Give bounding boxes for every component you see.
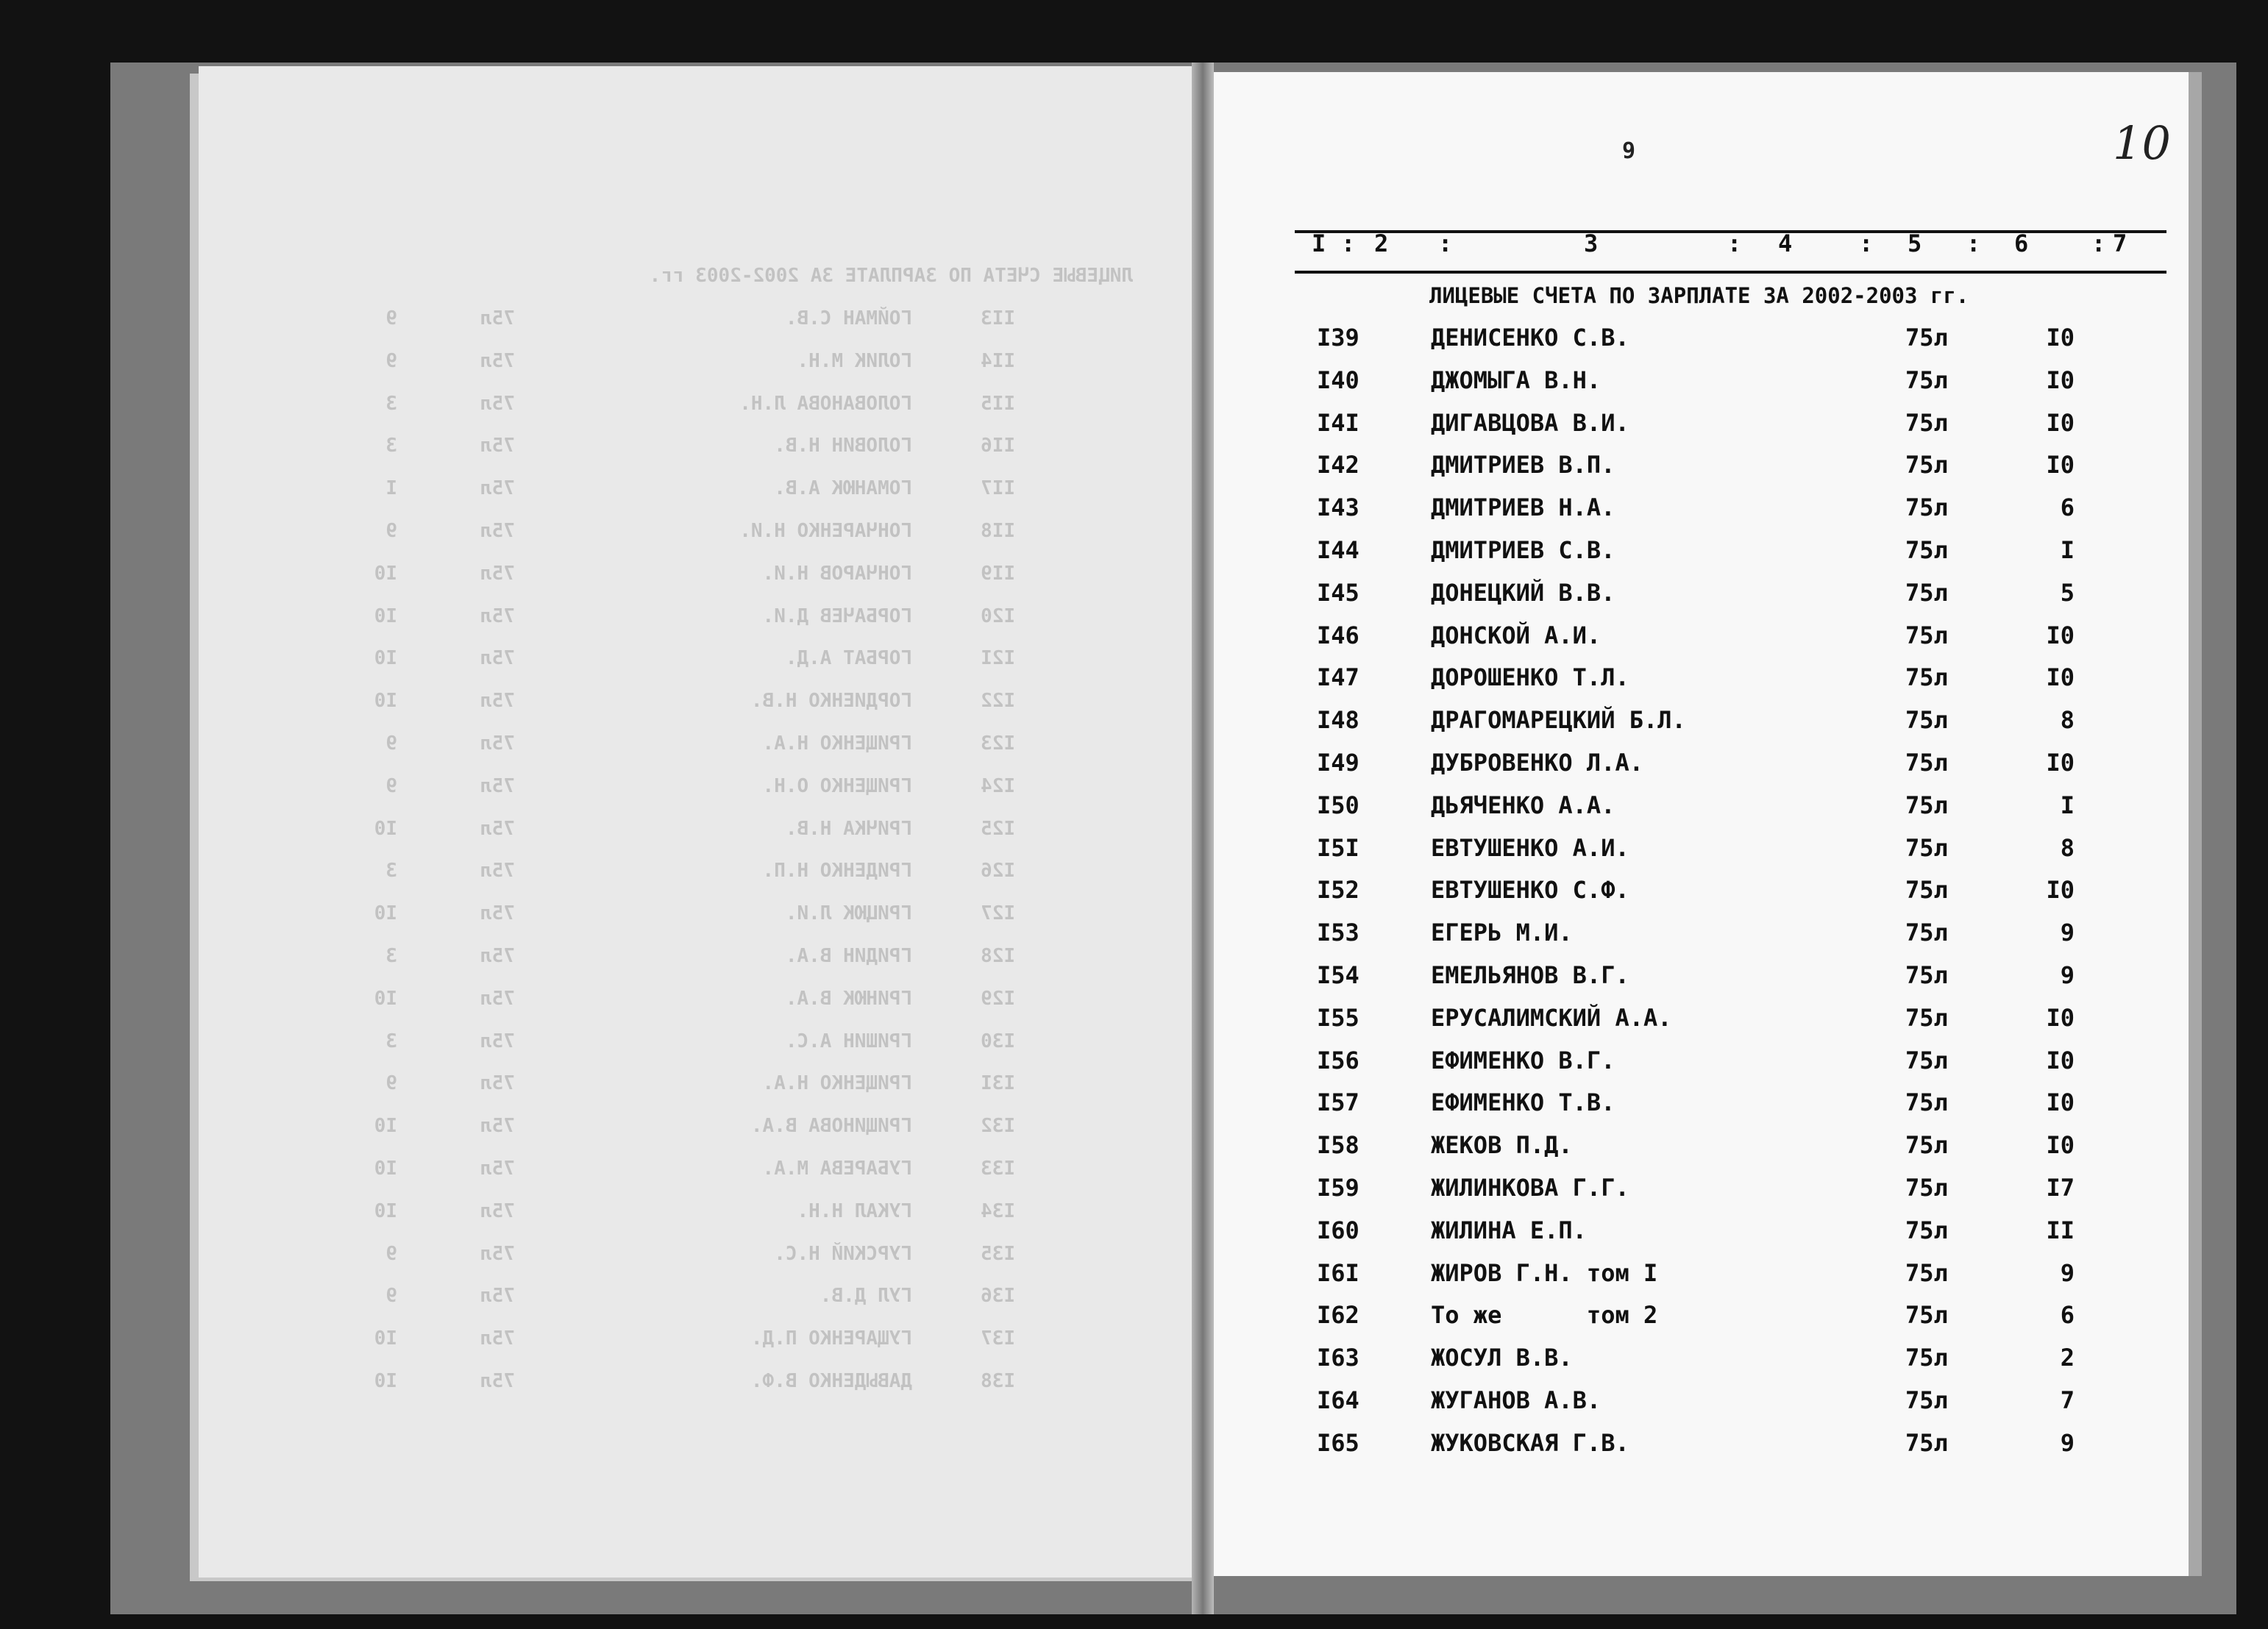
- ghost-cell: I0: [374, 647, 397, 670]
- ghost-cell: 75л: [480, 392, 515, 415]
- ghost-cell: ГОРБАЧЕВ Д.И.: [762, 605, 912, 627]
- table-row: [0, 536, 2268, 573]
- table-row: [0, 1259, 2268, 1296]
- ghost-cell: 75л: [480, 562, 515, 585]
- sheet-count: I0: [2046, 324, 2075, 352]
- row-number: I45: [1317, 578, 1359, 607]
- ghost-cell: 9: [385, 520, 397, 542]
- sheet-count: I0: [2046, 1088, 2075, 1117]
- ghost-cell: I22: [981, 690, 1015, 713]
- ghost-title: ЛИЦЕВЫЕ СЧЕТА ПО ЗАРПЛАТЕ ЗА 2002-2003 гг.: [649, 265, 1133, 287]
- ghost-cell: ГРИЦЮК Л.И.: [785, 902, 912, 925]
- column-header-sep: :: [1859, 229, 1874, 257]
- ghost-cell: I29: [981, 987, 1015, 1010]
- employee-name: То же том 2: [1431, 1301, 1658, 1330]
- column-4-value: 75л: [1905, 536, 1948, 564]
- ghost-cell: ГРИЩЕНКО О.Н.: [762, 774, 912, 797]
- row-number: I64: [1317, 1386, 1359, 1414]
- sheet-count: 9: [2060, 1428, 2075, 1457]
- table-row: [0, 876, 2268, 913]
- sheet-count: 9: [2060, 919, 2075, 947]
- column-4-value: 75л: [1905, 324, 1948, 352]
- row-number: I42: [1317, 451, 1359, 480]
- table-row: [0, 961, 2268, 998]
- row-number: I47: [1317, 663, 1359, 692]
- ghost-cell: I26: [981, 860, 1015, 883]
- table-row: [0, 663, 2268, 700]
- ghost-cell: 9: [385, 349, 397, 372]
- ghost-cell: ГОЛОВИН Н.В.: [774, 435, 912, 457]
- employee-name: ЕФИМЕНКО Т.В.: [1431, 1088, 1615, 1117]
- ghost-cell: 9: [385, 1285, 397, 1308]
- ghost-cell: I24: [981, 774, 1015, 797]
- column-4-value: 75л: [1905, 1216, 1948, 1244]
- employee-name: ЕМЕЛЬЯНОВ В.Г.: [1431, 961, 1629, 989]
- ghost-cell: I3I: [981, 1072, 1015, 1095]
- sheet-count: 6: [2060, 493, 2075, 522]
- table-row: [0, 493, 2268, 530]
- employee-name: ДУБРОВЕНКО Л.А.: [1431, 749, 1643, 777]
- ghost-cell: 3: [385, 860, 397, 883]
- ghost-cell: 75л: [480, 945, 515, 967]
- table-row: [0, 621, 2268, 658]
- column-4-value: 75л: [1905, 408, 1948, 437]
- ghost-cell: I34: [981, 1200, 1015, 1222]
- ghost-cell: I0: [374, 1327, 397, 1350]
- employee-name: ДМИТРИЕВ Н.А.: [1431, 493, 1615, 522]
- column-header-sep: :: [1727, 229, 1742, 257]
- ghost-cell: 75л: [480, 690, 515, 713]
- column-header-sep: :: [1341, 229, 1356, 257]
- row-number: I60: [1317, 1216, 1359, 1244]
- employee-name: ДРАГОМАРЕЦКИЙ Б.Л.: [1431, 706, 1686, 735]
- table-row: [0, 834, 2268, 871]
- employee-name: ЕФИМЕНКО В.Г.: [1431, 1046, 1615, 1074]
- sheet-count: 9: [2060, 1258, 2075, 1287]
- sheet-count: I0: [2046, 408, 2075, 437]
- sheet-count: I0: [2046, 876, 2075, 905]
- column-4-value: 75л: [1905, 1344, 1948, 1372]
- ghost-cell: ГУЛ Д.В.: [820, 1285, 912, 1308]
- ghost-cell: I27: [981, 902, 1015, 925]
- column-4-value: 75л: [1905, 1428, 1948, 1457]
- ghost-cell: ГОМАНЮК А.В.: [774, 477, 912, 500]
- ghost-cell: I: [385, 477, 397, 500]
- ghost-cell: 75л: [480, 1158, 515, 1180]
- ghost-cell: 75л: [480, 477, 515, 500]
- sheet-count: I0: [2046, 749, 2075, 777]
- column-header-sep: :: [2091, 229, 2106, 257]
- employee-name: ДИГАВЦОВА В.И.: [1431, 408, 1629, 437]
- employee-name: ЕВТУШЕНКО А.И.: [1431, 833, 1629, 862]
- ghost-cell: 75л: [480, 1242, 515, 1265]
- column-4-value: 75л: [1905, 919, 1948, 947]
- column-4-value: 75л: [1905, 1131, 1948, 1160]
- column-4-value: 75л: [1905, 1003, 1948, 1032]
- employee-name: ЕРУСАЛИМСКИЙ А.А.: [1431, 1003, 1672, 1032]
- column-4-value: 75л: [1905, 1386, 1948, 1414]
- ghost-cell: 3: [385, 1030, 397, 1052]
- ghost-cell: ГРИЧКА Н.В.: [785, 817, 912, 840]
- ghost-cell: I0: [374, 690, 397, 713]
- ghost-cell: I36: [981, 1285, 1015, 1308]
- ghost-cell: I25: [981, 817, 1015, 840]
- sheet-count: 5: [2060, 578, 2075, 607]
- row-number: I44: [1317, 536, 1359, 564]
- sheet-count: I: [2060, 536, 2075, 564]
- ghost-cell: I32: [981, 1115, 1015, 1138]
- column-header-4: 4: [1778, 229, 1793, 257]
- row-number: I65: [1317, 1428, 1359, 1457]
- ghost-cell: ГУРСКИЙ Н.С.: [774, 1242, 912, 1265]
- employee-name: ЕВТУШЕНКО С.Ф.: [1431, 876, 1629, 905]
- ghost-cell: ГОЛИК М.Н.: [797, 349, 912, 372]
- ghost-cell: 75л: [480, 605, 515, 627]
- column-4-value: 75л: [1905, 961, 1948, 989]
- ghost-cell: I38: [981, 1370, 1015, 1392]
- ghost-cell: ГОРБАТ А.Д.: [785, 647, 912, 670]
- ghost-cell: 9: [385, 307, 397, 329]
- sheet-count: I0: [2046, 451, 2075, 480]
- table-row: [0, 749, 2268, 785]
- ghost-cell: I35: [981, 1242, 1015, 1265]
- ghost-cell: ГРИНЮК В.А.: [785, 987, 912, 1010]
- employee-name: ЖУГАНОВ А.В.: [1431, 1386, 1602, 1414]
- ghost-cell: I2I: [981, 647, 1015, 670]
- ghost-cell: 75л: [480, 774, 515, 797]
- ghost-cell: 75л: [480, 1370, 515, 1392]
- sheet-count: 9: [2060, 961, 2075, 989]
- column-4-value: 75л: [1905, 451, 1948, 480]
- ghost-cell: II4: [981, 349, 1015, 372]
- ghost-cell: 75л: [480, 1030, 515, 1052]
- row-number: I40: [1317, 366, 1359, 394]
- sheet-count: I: [2060, 791, 2075, 819]
- column-4-value: 75л: [1905, 706, 1948, 735]
- ghost-cell: 75л: [480, 1327, 515, 1350]
- row-number: I59: [1317, 1174, 1359, 1202]
- ghost-cell: 75л: [480, 817, 515, 840]
- table-row: [0, 1344, 2268, 1380]
- employee-name: ДЬЯЧЕНКО А.А.: [1431, 791, 1615, 819]
- table-row: [0, 579, 2268, 616]
- row-number: I57: [1317, 1088, 1359, 1117]
- employee-name: ДОНСКОЙ А.И.: [1431, 621, 1602, 649]
- sheet-count: 7: [2060, 1386, 2075, 1414]
- row-number: I49: [1317, 749, 1359, 777]
- page-mark: 9: [1622, 138, 1636, 164]
- row-number: I52: [1317, 876, 1359, 905]
- sheet-count: 8: [2060, 706, 2075, 735]
- table-row: [0, 1131, 2268, 1168]
- ghost-cell: I0: [374, 817, 397, 840]
- column-4-value: 75л: [1905, 749, 1948, 777]
- sheet-count: I0: [2046, 1046, 2075, 1074]
- ghost-cell: 75л: [480, 860, 515, 883]
- row-number: I50: [1317, 791, 1359, 819]
- employee-name: ЖИРОВ Г.Н. том I: [1431, 1258, 1658, 1287]
- table-row: [0, 409, 2268, 446]
- sheet-count: I7: [2046, 1174, 2075, 1202]
- ghost-cell: 75л: [480, 349, 515, 372]
- ghost-cell: 75л: [480, 1072, 515, 1095]
- ghost-cell: 75л: [480, 902, 515, 925]
- sheet-count: 8: [2060, 833, 2075, 862]
- ghost-cell: I0: [374, 1370, 397, 1392]
- ghost-cell: ГОЙМАН С.В.: [785, 307, 912, 329]
- employee-name: ЖИЛИНА Е.П.: [1431, 1216, 1587, 1244]
- ghost-cell: II8: [981, 520, 1015, 542]
- row-number: I4I: [1317, 408, 1359, 437]
- table-row: [0, 451, 2268, 488]
- employee-name: ЖИЛИНКОВА Г.Г.: [1431, 1174, 1629, 1202]
- ghost-cell: I0: [374, 1200, 397, 1222]
- row-number: I53: [1317, 919, 1359, 947]
- ghost-cell: ГОРДИЕНКО Н.В.: [750, 690, 912, 713]
- row-number: I5I: [1317, 833, 1359, 862]
- ghost-cell: I0: [374, 1158, 397, 1180]
- ghost-cell: ГОЛОВАНОВА Л.Н.: [739, 392, 912, 415]
- ghost-cell: I0: [374, 902, 397, 925]
- employee-name: ЕГЕРЬ М.И.: [1431, 919, 1573, 947]
- ghost-cell: 9: [385, 1242, 397, 1265]
- ghost-cell: 9: [385, 732, 397, 755]
- table-row: [0, 1301, 2268, 1338]
- ghost-cell: ГУБАРЕВА М.А.: [762, 1158, 912, 1180]
- row-number: I62: [1317, 1301, 1359, 1330]
- sheet-count: 6: [2060, 1301, 2075, 1330]
- ghost-cell: ГРИЩЕНКО Н.А.: [762, 1072, 912, 1095]
- ghost-cell: 75л: [480, 732, 515, 755]
- employee-name: ЖОСУЛ В.В.: [1431, 1344, 1573, 1372]
- ghost-cell: 75л: [480, 987, 515, 1010]
- table-row: [0, 1174, 2268, 1211]
- employee-name: ЖУКОВСКАЯ Г.В.: [1431, 1428, 1629, 1457]
- sheet-count: I0: [2046, 366, 2075, 394]
- employee-name: ДМИТРИЕВ С.В.: [1431, 536, 1615, 564]
- ghost-cell: 75л: [480, 435, 515, 457]
- ghost-cell: I30: [981, 1030, 1015, 1052]
- ghost-cell: 3: [385, 945, 397, 967]
- sheet-count: II: [2046, 1216, 2075, 1244]
- ghost-cell: ДАВЫДЕНКО В.Ф.: [750, 1370, 912, 1392]
- table-row: [0, 919, 2268, 955]
- employee-name: ЖЕКОВ П.Д.: [1431, 1131, 1573, 1160]
- folio-number: 10: [2113, 116, 2171, 170]
- column-4-value: 75л: [1905, 1046, 1948, 1074]
- ghost-cell: ГРИДЕНКО Н.П.: [762, 860, 912, 883]
- ghost-cell: I28: [981, 945, 1015, 967]
- ghost-cell: II3: [981, 307, 1015, 329]
- row-number: I46: [1317, 621, 1359, 649]
- header-rule-bottom: [1295, 271, 2166, 274]
- column-header-3: 3: [1584, 229, 1599, 257]
- column-header-7: 7: [2113, 229, 2127, 257]
- row-number: I55: [1317, 1003, 1359, 1032]
- ghost-cell: ГОНЧАРЕНКО Н.И.: [739, 520, 912, 542]
- column-4-value: 75л: [1905, 493, 1948, 522]
- table-row: [0, 1088, 2268, 1125]
- row-number: I39: [1317, 324, 1359, 352]
- column-4-value: 75л: [1905, 621, 1948, 649]
- column-header-6: 6: [2014, 229, 2029, 257]
- document-title: ЛИЦЕВЫЕ СЧЕТА ПО ЗАРПЛАТЕ ЗА 2002-2003 гг.: [1429, 283, 1969, 308]
- ghost-cell: II7: [981, 477, 1015, 500]
- table-row: [0, 366, 2268, 403]
- table-row: [0, 1429, 2268, 1466]
- column-4-value: 75л: [1905, 366, 1948, 394]
- ghost-cell: 75л: [480, 647, 515, 670]
- ghost-cell: I33: [981, 1158, 1015, 1180]
- row-number: I43: [1317, 493, 1359, 522]
- ghost-cell: 9: [385, 1072, 397, 1095]
- ghost-cell: 9: [385, 774, 397, 797]
- ghost-cell: ГОНЧАРОВ Н.И.: [762, 562, 912, 585]
- ghost-cell: I0: [374, 1115, 397, 1138]
- ghost-cell: 3: [385, 392, 397, 415]
- column-4-value: 75л: [1905, 1088, 1948, 1117]
- ghost-cell: ГРИЩИНОВА В.А.: [750, 1115, 912, 1138]
- ghost-cell: 75л: [480, 1200, 515, 1222]
- ghost-cell: ГУЩАРЕНКО П.Д.: [750, 1327, 912, 1350]
- table-row: [0, 324, 2268, 360]
- row-number: I54: [1317, 961, 1359, 989]
- column-4-value: 75л: [1905, 1301, 1948, 1330]
- column-header-2: 2: [1374, 229, 1389, 257]
- table-row: [0, 791, 2268, 828]
- ghost-cell: 75л: [480, 1115, 515, 1138]
- ghost-cell: I0: [374, 987, 397, 1010]
- employee-name: ДОРОШЕНКО Т.Л.: [1431, 663, 1629, 692]
- table-row: [0, 1216, 2268, 1253]
- ghost-cell: I23: [981, 732, 1015, 755]
- column-4-value: 75л: [1905, 1174, 1948, 1202]
- ghost-cell: ГУКАЛ Н.Н.: [797, 1200, 912, 1222]
- ghost-cell: 75л: [480, 520, 515, 542]
- column-header-1: I: [1312, 229, 1326, 257]
- ghost-cell: ГРИЩЕНКО Н.А.: [762, 732, 912, 755]
- table-row: [0, 1386, 2268, 1423]
- ghost-cell: ГРИДИН В.А.: [785, 945, 912, 967]
- employee-name: ДЕНИСЕНКО С.В.: [1431, 324, 1629, 352]
- row-number: I58: [1317, 1131, 1359, 1160]
- employee-name: ДЖОМЫГА В.Н.: [1431, 366, 1602, 394]
- sheet-count: I0: [2046, 1131, 2075, 1160]
- column-header-sep: :: [1966, 229, 1981, 257]
- ghost-cell: 75л: [480, 1285, 515, 1308]
- row-number: I56: [1317, 1046, 1359, 1074]
- ghost-cell: 75л: [480, 307, 515, 329]
- employee-name: ДМИТРИЕВ В.П.: [1431, 451, 1615, 480]
- ghost-cell: II6: [981, 435, 1015, 457]
- column-4-value: 75л: [1905, 578, 1948, 607]
- column-4-value: 75л: [1905, 663, 1948, 692]
- ghost-cell: II5: [981, 392, 1015, 415]
- row-number: I63: [1317, 1344, 1359, 1372]
- ghost-cell: ГРИШИН А.С.: [785, 1030, 912, 1052]
- sheet-count: I0: [2046, 663, 2075, 692]
- sheet-count: 2: [2060, 1344, 2075, 1372]
- ghost-cell: I37: [981, 1327, 1015, 1350]
- ghost-cell: I0: [374, 605, 397, 627]
- row-number: I48: [1317, 706, 1359, 735]
- employee-name: ДОНЕЦКИЙ В.В.: [1431, 578, 1615, 607]
- table-row: [0, 1047, 2268, 1083]
- table-row: [0, 1004, 2268, 1041]
- ghost-cell: I0: [374, 562, 397, 585]
- ghost-cell: II9: [981, 562, 1015, 585]
- table-row: [0, 706, 2268, 743]
- column-4-value: 75л: [1905, 1258, 1948, 1287]
- sheet-count: I0: [2046, 1003, 2075, 1032]
- column-header-5: 5: [1908, 229, 1922, 257]
- column-4-value: 75л: [1905, 876, 1948, 905]
- column-4-value: 75л: [1905, 791, 1948, 819]
- column-4-value: 75л: [1905, 833, 1948, 862]
- column-header-sep: :: [1438, 229, 1453, 257]
- ghost-cell: I20: [981, 605, 1015, 627]
- ghost-cell: 3: [385, 435, 397, 457]
- sheet-count: I0: [2046, 621, 2075, 649]
- row-number: I6I: [1317, 1258, 1359, 1287]
